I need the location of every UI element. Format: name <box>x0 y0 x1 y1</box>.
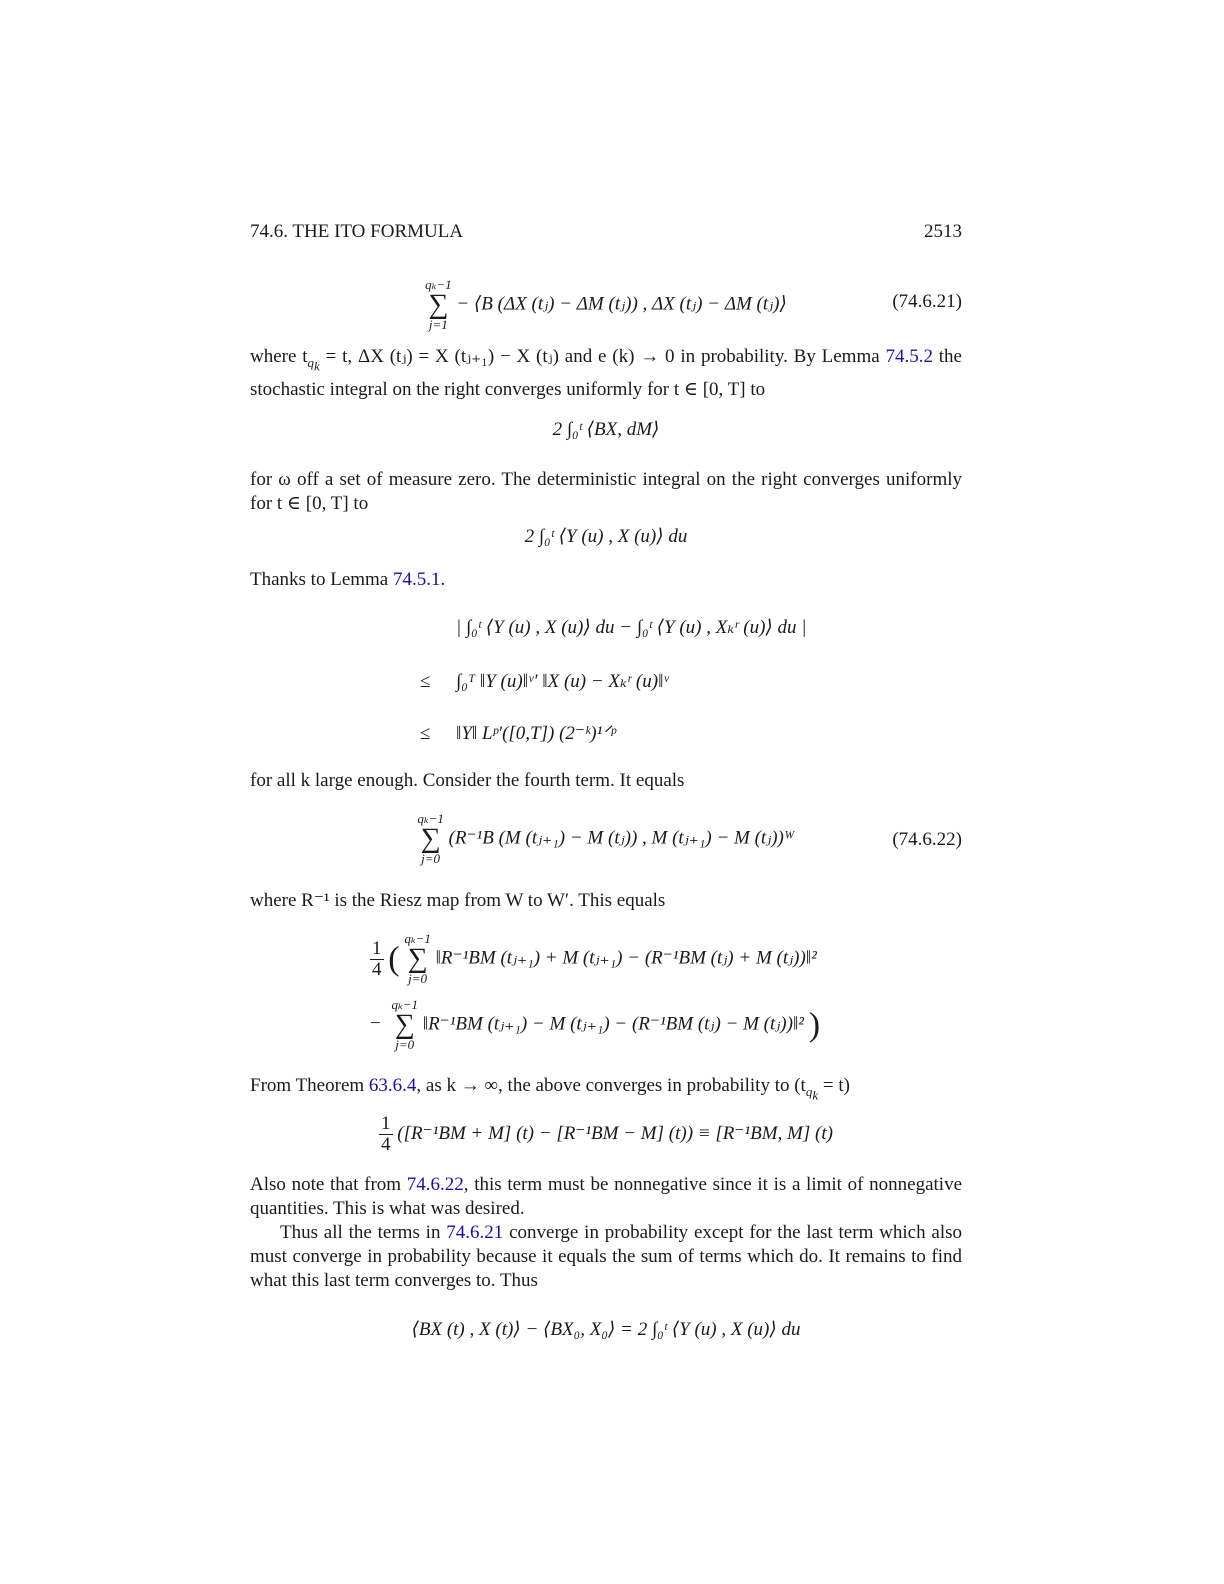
equation-quarter-sum: $\frac{1}{4}$ ( qₖ−1 ∑ j=0 ‖R⁻¹BM (tⱼ₊₁) + M (tⱼ₊₁) − (R⁻¹BM (tⱼ) + M (tⱼ))‖² − qₖ−1 ∑ j=0 ‖R⁻¹BM (tⱼ₊₁) − M (tⱼ₊₁) − (R⁻¹BM (tⱼ) − M (tⱼ))‖² ) <box>370 931 821 1052</box>
paragraph: for ω off a set of measure zero. The deterministic integral on the right converges uniformly for t ∈ [0, T] to <box>250 469 962 514</box>
equation-link-74-6-21[interactable]: 74.6.21 <box>446 1222 504 1243</box>
summation-symbol: qₖ−1 ∑ j=1 <box>425 277 452 332</box>
equation-body: − ⟨B (ΔX (tⱼ) − ΔM (tⱼ)) , ΔX (tⱼ) − ΔM (tⱼ)⟩ <box>456 293 787 315</box>
equation-stochastic-integral: 2 ∫₀ᵗ ⟨BX, dM⟩ <box>552 419 660 440</box>
equation-74-6-22 <box>250 812 962 868</box>
equation-number: (74.6.21) <box>892 291 962 312</box>
lemma-link-74-5-1[interactable]: 74.5.1 <box>393 569 441 590</box>
fraction: $\frac{1}{4}$ <box>372 937 382 980</box>
lemma-link-74-5-2[interactable]: 74.5.2 <box>885 346 933 367</box>
summation-symbol: qₖ−1 ∑ j=0 <box>417 811 444 866</box>
equation-deterministic-integral: 2 ∫₀ᵗ ⟨Y (u) , X (u)⟩ du <box>524 526 688 547</box>
equation-number: (74.6.22) <box>892 829 962 850</box>
running-header <box>250 220 962 244</box>
fraction: $\frac{1}{4}$ <box>381 1113 391 1155</box>
equation-74-6-21 <box>250 278 962 330</box>
paragraph: Also note that from 74.6.22, this term must be nonnegative since it is a limit of nonnegative quantities. This is what was desired. Thus all the terms in 74.6.21 converge in probability except for the last term which also must converge in probability because it equals the sum of terms which do. It remains to find what this last term converges to. Thus <box>250 1174 963 1291</box>
paragraph: From Theorem 63.6.4, as k → ∞, the above converges in probability to $(t_{q_k} = t)$ <box>250 1075 850 1103</box>
equation-body: (R⁻¹B (M (tⱼ₊₁) − M (tⱼ)) , M (tⱼ₊₁) − M (tⱼ))ᵂ <box>448 827 795 849</box>
page-number: 2513 <box>924 221 962 242</box>
equation-link-74-6-22[interactable]: 74.6.22 <box>406 1174 464 1195</box>
equation-final: ⟨BX (t) , X (t)⟩ − ⟨BX₀, X₀⟩ = 2 ∫₀ᵗ ⟨Y (u) , X (u)⟩ du <box>411 1319 801 1340</box>
paragraph: where R⁻¹ is the Riesz map from W to W′. This equals <box>250 890 666 911</box>
summation-symbol: qₖ−1 ∑ j=0 <box>404 931 431 986</box>
equation-quadratic-variation: $\frac{1}{4}$ ([R⁻¹BM + M] (t) − [R⁻¹BM − M] (t)) ≡ [R⁻¹BM, M] (t) <box>381 1113 833 1155</box>
theorem-link-63-6-4[interactable]: 63.6.4 <box>368 1075 417 1096</box>
page: 74.6. THE ITO FORMULA 2513 qₖ−1 ∑ j=1 − ⟨B (ΔX (tⱼ) − ΔM (tⱼ)) , ΔX (tⱼ) − ΔM (tⱼ)⟩ (74.6.21) where $t_{q_k} = t$, ΔX (tⱼ) = X (tⱼ₊₁) − X (tⱼ) and e (k) → 0 in probability. By Lemma 74.5.2 the stochastic integral on the right converges uniformly for t ∈ [0, T] to 2 ∫₀ᵗ ⟨BX, dM⟩ for ω off a set of measure zero. The deterministic integral on the right converges uniformly for t ∈ [0, T] to 2 ∫₀ᵗ ⟨Y (u) , X (u)⟩ du Thanks to Lemma 74.5.1. | ∫₀ᵗ ⟨Y (u) , X (u)⟩ du − ∫₀ᵗ ⟨Y (u) , Xₖʳ (u)⟩ du | ≤ ∫₀ᵀ ‖Y (u)‖ᵛ′ ‖X (u) − Xₖʳ (u)‖ᵛ ≤ ‖Y‖ Lᵖ′([0,T]) (2⁻ᵏ)¹ᐟᵖ for all k large enough. Consider the fourth term. It equals qₖ−1 ∑ j=0 (R⁻¹B (M (tⱼ₊₁) − M (tⱼ)) , M (tⱼ₊₁) − M (tⱼ))ᵂ (74.6.22) where R⁻¹ is the Riesz map from W to W′. This equals $\frac{1}{4}$ ( qₖ−1 ∑ j=0 ‖R⁻¹BM (tⱼ₊₁) + M (tⱼ₊₁) − (R⁻¹BM (tⱼ) + M (tⱼ))‖² − qₖ−1 ∑ j=0 ‖R⁻¹BM (tⱼ₊₁) − M (tⱼ₊₁) − (R⁻¹BM (tⱼ) − M (tⱼ))‖² ) From Theorem 63.6.4, as k → ∞, the above converges in probability to $(t_{q_k} = t)$ $\frac{1}{4}$ ([R⁻¹BM + M] (t) − [R⁻¹BM − M] (t)) ≡ [R⁻¹BM, M] (t) Also note that from 74.6.22, this term must be nonnegative since it is a limit of nonnegative quantities. This is what was desired. Thus all the terms in 74.6.21 converge in probability except for the last term which also must converge in probability because it equals the sum of terms which do. It remains to find what this last term converges to. Thus ⟨BX (t) , X (t)⟩ − ⟨BX₀, X₀⟩ = 2 ∫₀ᵗ ⟨Y (u) , X (u)⟩ du <box>250 221 963 1340</box>
summation-symbol: qₖ−1 ∑ j=0 <box>391 997 418 1052</box>
paragraph: Thanks to Lemma 74.5.1. <box>250 569 446 590</box>
paragraph: for all k large enough. Consider the fourth term. It equals <box>250 770 685 791</box>
paragraph: where $t_{q_k} = t$, ΔX (tⱼ) = X (tⱼ₊₁) − X (tⱼ) and e (k) → 0 in probability. By Lemma 74.5.2 the stochastic integral on the right converges uniformly for t ∈ [0, T] to <box>250 346 962 401</box>
section-title: 74.6. THE ITO FORMULA <box>250 221 464 242</box>
